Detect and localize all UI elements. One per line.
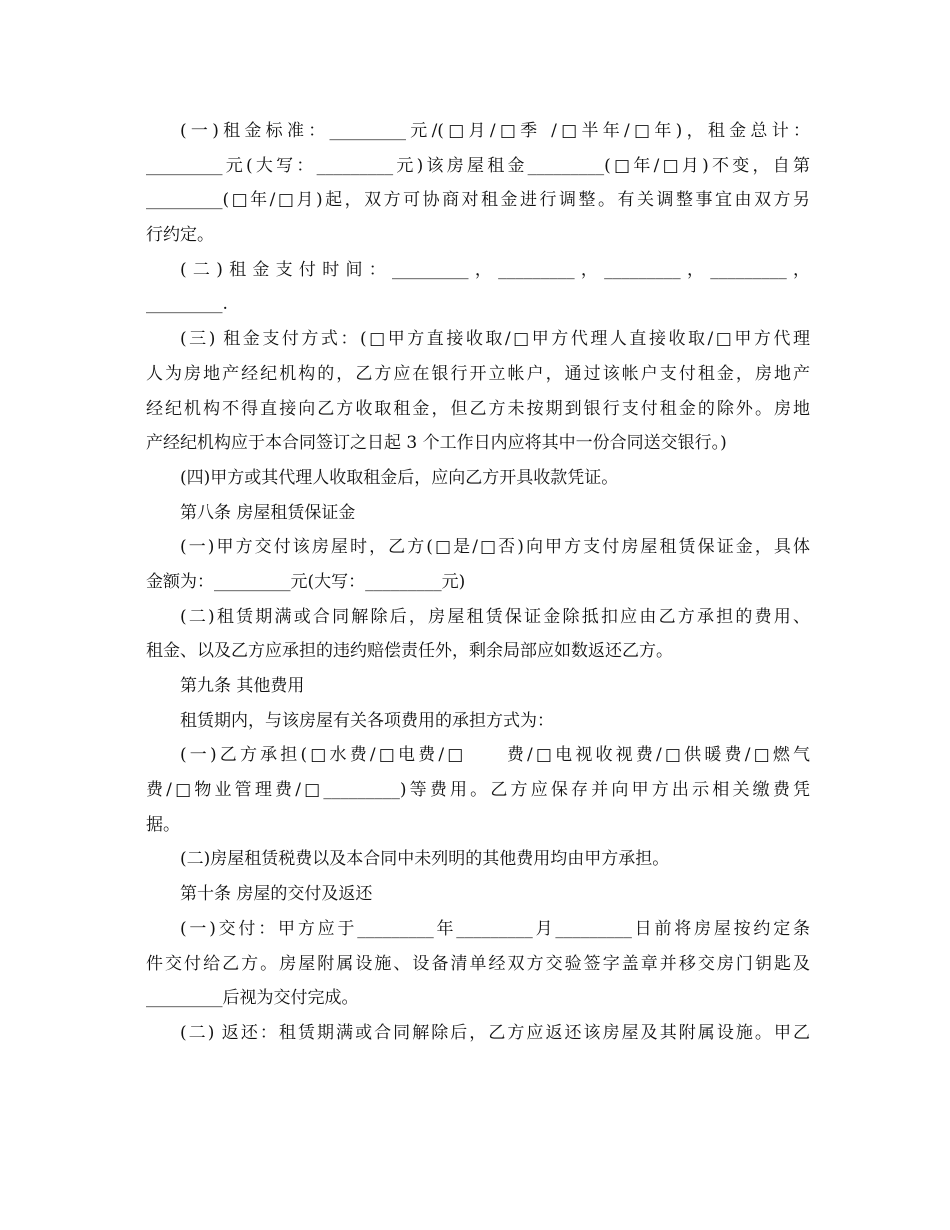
text-line: _________元(大写：_________元)该房屋租金_________(□年/□月)不变，自第 [146,155,810,176]
text-line: 行约定。 [146,225,214,246]
text-line: 经纪机构不得直接向乙方收取租金，但乙方未按期到银行支付租金的除外。房地 [146,398,810,419]
text-line: _________(□年/□月)起，双方可协商对租金进行调整。有关调整事宜由双方另 [146,190,810,211]
text-line: (一)乙方承担(□水费/□电费/□ 费/□电视收视费/□供暖费/□燃气 [180,745,810,766]
text-line: (二)房屋租赁税费以及本合同中未列明的其他费用均由甲方承担。 [180,849,670,870]
text-line: 产经纪机构应于本合同签订之日起 3 个工作日内应将其中一份合同送交银行。) [146,433,727,454]
text-line: 租赁期内，与该房屋有关各项费用的承担方式为： [180,710,554,731]
text-line: 人为房地产经纪机构的，乙方应在银行开立帐户，通过该帐户支付租金，房地产 [146,363,810,384]
text-line: (二) 返还：租赁期满或合同解除后，乙方应返还该房屋及其附属设施。甲乙 [180,1022,810,1043]
text-line: _________. [146,294,228,315]
text-line: _________后视为交付完成。 [146,988,359,1009]
text-line: (三) 租金支付方式：(□甲方直接收取/□甲方代理人直接收取/□甲方代理 [180,329,810,350]
text-line: 第八条 房屋租赁保证金 [180,502,356,523]
text-line: 件交付给乙方。房屋附属设施、设备清单经双方交验签字盖章并移交房门钥匙及 [146,953,810,974]
text-line: 租金、以及乙方应承担的违约赔偿责任外，剩余局部应如数返还乙方。 [146,641,673,662]
text-line: (一)租金标准：_________元/(□月/□季 /□半年/□年)，租金总计： [180,121,810,141]
document-body [146,114,810,1051]
text-line: 第十条 房屋的交付及返还 [180,884,373,905]
text-line: 费/□物业管理费/□_________)等费用。乙方应保存并向甲方出示相关缴费凭 [146,780,810,801]
text-line: (一)甲方交付该房屋时，乙方(□是/□否)向甲方支付房屋租赁保证金，具体 [180,537,810,558]
text-line: (一)交付：甲方应于_________年_________月_________日前将房屋按约定条 [180,918,810,939]
text-line: (二)租赁期满或合同解除后，房屋租赁保证金除抵扣应由乙方承担的费用、 [180,606,810,627]
text-line: 金额为：_________元(大写：_________元) [146,571,466,592]
text-line: (四)甲方或其代理人收取租金后，应向乙方开具收款凭证。 [180,467,619,488]
text-line: 第九条 其他费用 [180,676,305,696]
text-line: 据。 [146,814,180,835]
text-line: (二)租金支付时间：_________，_________，_________，_________， [180,259,810,280]
